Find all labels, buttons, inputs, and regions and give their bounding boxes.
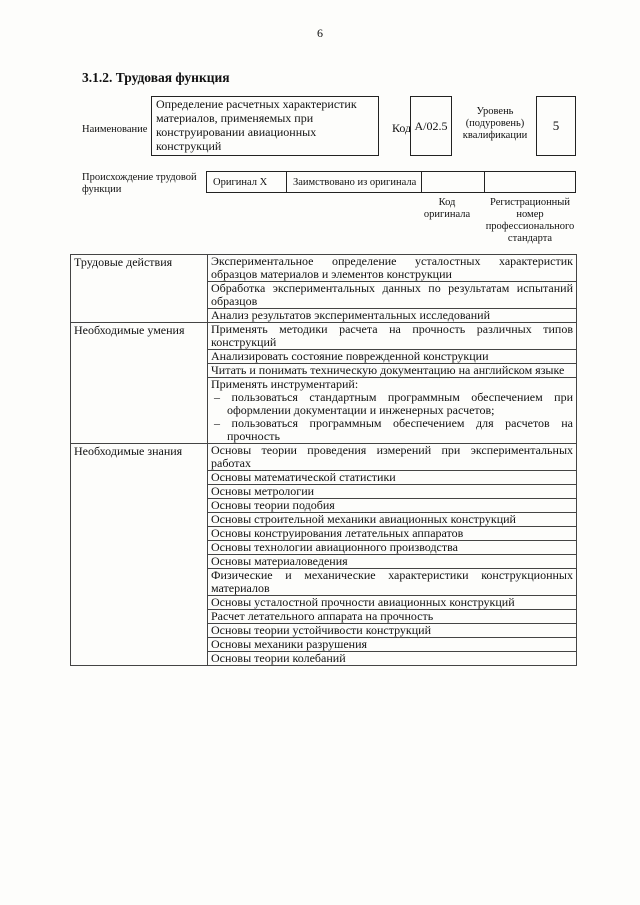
tools-cell	[208, 378, 577, 444]
section-title-skills: Необходимые умения	[71, 323, 208, 444]
table-cell: Основы материаловедения	[208, 555, 577, 569]
table-cell: Основы строительной механики авиационных конструкций	[208, 513, 577, 527]
function-name-box: Определение расчетных характеристик материалов, применяемых при конструировании авиационных конструкций	[151, 96, 379, 156]
section-title: 3.1.2. Трудовая функция	[82, 70, 230, 85]
table-cell: Основы теории подобия	[208, 499, 577, 513]
table-cell: Основы конструирования летательных аппаратов	[208, 527, 577, 541]
table-cell: Читать и понимать техническую документацию на английском языке	[208, 364, 577, 378]
table-cell: Анализ результатов экспериментальных исследований	[208, 309, 577, 323]
table-cell: Обработка экспериментальных данных по результатам испытаний образцов	[208, 282, 577, 309]
table-cell: Анализировать состояние поврежденной конструкции	[208, 350, 577, 364]
code-original-caption: Код оригинала	[423, 197, 471, 220]
table-cell: Основы технологии авиационного производства	[208, 541, 577, 555]
tools-subitem: – пользоваться стандартным программным обеспечением при оформлении документации и инженерных расчетов;	[214, 390, 573, 417]
function-details-table	[70, 254, 577, 666]
section-title-labor-actions: Трудовые действия	[71, 255, 208, 323]
tools-subitem: – пользоваться программным обеспечением для расчетов на прочность	[214, 416, 573, 443]
code-value: А/02.5	[410, 96, 452, 156]
table-row	[71, 255, 577, 282]
table-cell: Основы теории устойчивости конструкций	[208, 624, 577, 638]
table-cell: Основы математической статистики	[208, 471, 577, 485]
origin-original-cell: Оригинал Х	[206, 171, 286, 193]
section-title-knowledge: Необходимые знания	[71, 444, 208, 666]
code-label: Код	[392, 121, 412, 135]
level-label: Уровень (подуровень) квалификации	[462, 106, 528, 141]
origin-code-cell	[421, 171, 484, 193]
table-row	[71, 444, 577, 471]
table-cell: Экспериментальное определение усталостных характеристик образцов материалов и элементов конструкции	[208, 255, 577, 282]
page-number: 6	[317, 26, 323, 40]
table-cell: Физические и механические характеристики конструкционных материалов	[208, 569, 577, 596]
origin-reg-cell	[484, 171, 576, 193]
table-cell: Основы усталостной прочности авиационных конструкций	[208, 596, 577, 610]
name-label: Наименование	[82, 124, 148, 135]
reg-number-caption: Регистрационный номер профессионального стандарта	[485, 197, 575, 244]
table-cell: Основы метрологии	[208, 485, 577, 499]
table-cell: Применять методики расчета на прочность различных типов конструкций	[208, 323, 577, 350]
origin-label: Происхождение трудовой функции	[82, 172, 197, 195]
table-cell: Основы теории колебаний	[208, 652, 577, 666]
level-value: 5	[536, 96, 576, 156]
origin-borrowed-cell: Заимствовано из оригинала	[286, 171, 421, 193]
table-row	[71, 323, 577, 350]
table-cell: Основы механики разрушения	[208, 638, 577, 652]
origin-table	[206, 171, 576, 193]
table-cell: Основы теории проведения измерений при экспериментальных работах	[208, 444, 577, 471]
tools-title: Применять инструментарий:	[211, 377, 359, 391]
table-cell: Расчет летательного аппарата на прочность	[208, 610, 577, 624]
